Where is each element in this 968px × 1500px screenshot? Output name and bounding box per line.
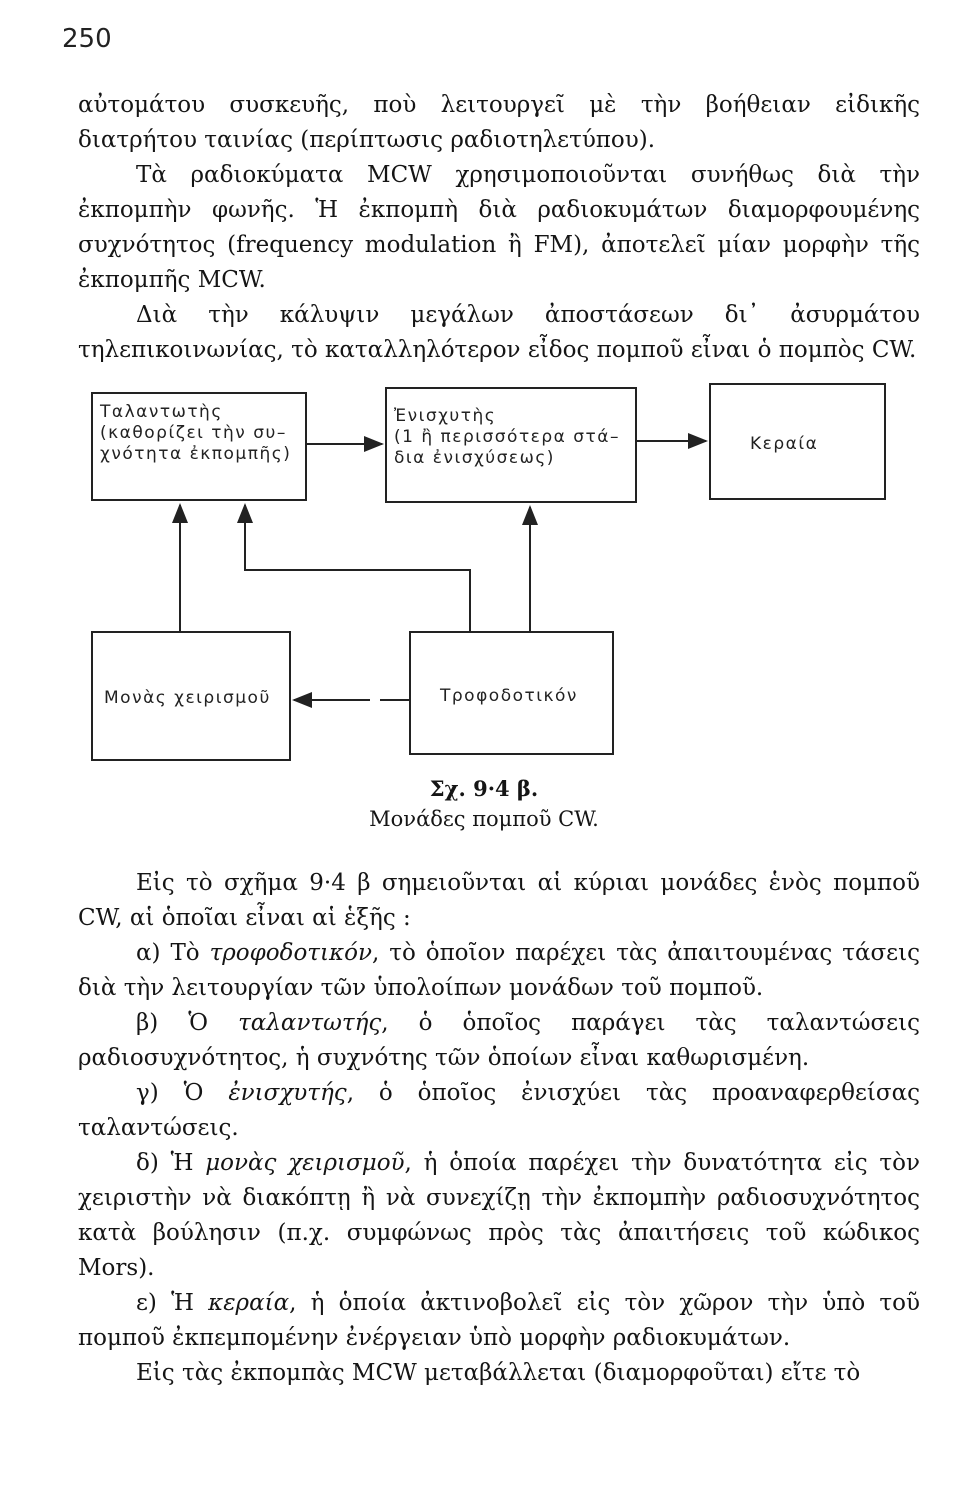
power-to-oscillator-line bbox=[245, 505, 470, 632]
intro-paragraph-2: Τὰ ραδιοκύματα MCW χρησιμοποιοῦνται συνήθως διὰ τὴν ἐκπομπὴν φωνῆς. Ἡ ἐκπομπὴ διὰ ραδιοκυμάτων διαμορφουμένης συχνότητος (frequency modulation ἢ FM), ἀποτελεῖ μίαν μορφὴν τῆς ἐκπομπῆς MCW. bbox=[78, 162, 920, 293]
oscillator-label: Ταλαντωτὴς (καθορίζει τὴν συ– χνότητα ἐκπομπῆς) bbox=[100, 402, 292, 464]
term-control-unit: μονὰς χειρισμοῦ bbox=[205, 1150, 405, 1176]
item-b: β) Ὁ ταλαντωτής, ὁ ὁποῖος παράγει τὰς ταλαντώσεις ραδιοσυχνότητος, ἡ συχνότης τῶν ὁποίων εἶναι καθωρισμένη. bbox=[78, 1010, 920, 1071]
page-number: 250 bbox=[62, 24, 112, 54]
term-amplifier: ἐνισχυτής bbox=[228, 1080, 347, 1106]
figure-caption bbox=[0, 774, 968, 834]
antenna-label: Κεραία bbox=[750, 434, 819, 454]
amplifier-label: Ἐνισχυτὴς (1 ἢ περισσότερα στά– δια ἐνισχύσεως) bbox=[394, 406, 620, 468]
intro-text bbox=[78, 88, 920, 368]
item-a: α) Τὸ τροφοδοτικόν, τὸ ὁποῖον παρέχει τὰς ἀπαιτουμένας τάσεις διὰ τὴν λειτουργίαν τῶν ὑπολοίπων μονάδων τοῦ πομποῦ. bbox=[78, 940, 920, 1001]
intro-paragraph-3: Διὰ τὴν κάλυψιν μεγάλων ἀποστάσεων δι᾽ ἀσυρμάτου τηλεπικοινωνίας, τὸ καταλληλότερον εἶδος πομποῦ εἶναι ὁ πομπὸς CW. bbox=[78, 302, 920, 363]
body-last-paragraph: Εἰς τὰς ἐκπομπὰς MCW μεταβάλλεται (διαμορφοῦται) εἴτε τὸ bbox=[136, 1360, 861, 1386]
term-antenna: κεραία bbox=[208, 1290, 290, 1316]
body-text bbox=[78, 866, 920, 1391]
figure-title: Μονάδες πομποῦ CW. bbox=[369, 807, 599, 831]
block-diagram bbox=[0, 380, 968, 780]
intro-paragraph-1: αὐτομάτου συσκευῆς, ποὺ λειτουργεῖ μὲ τὴν βοήθειαν εἰδικῆς διατρήτου ταινίας (περίπτωσις ραδιοτηλετύπου). bbox=[78, 92, 920, 153]
control-unit-label: Μονὰς χειρισμοῦ bbox=[104, 688, 271, 708]
figure-number: Σχ. 9·4 β. bbox=[429, 776, 539, 801]
item-d: δ) Ἡ μονὰς χειρισμοῦ, ἡ ὁποία παρέχει τὴν δυνατότητα εἰς τὸν χειριστὴν νὰ διακόπτῃ ἢ νὰ συνεχίζῃ τὴν ἐκπομπὴν ραδιοσυχνότητος κατὰ βούλησιν (π.χ. συμφώνως πρὸς τὰς ἀπαιτήσεις τοῦ κώδικος Mors). bbox=[78, 1150, 920, 1281]
term-oscillator: ταλαντωτής bbox=[238, 1010, 382, 1036]
term-power-supply: τροφοδοτικόν bbox=[209, 940, 372, 966]
item-e: ε) Ἡ κεραία, ἡ ὁποία ἀκτινοβολεῖ εἰς τὸν χῶρον τὴν ὑπὸ τοῦ πομποῦ ἐκπεμπομένην ἐνέργειαν ὑπὸ μορφὴν ραδιοκυμάτων. bbox=[78, 1290, 920, 1351]
power-supply-label: Τροφοδοτικόν bbox=[440, 686, 578, 706]
body-paragraph-1: Εἰς τὸ σχῆμα 9·4 β σημειοῦνται αἱ κύριαι μονάδες ἑνὸς πομποῦ CW, αἱ ὁποῖαι εἶναι αἱ ἑξῆς : bbox=[78, 870, 920, 931]
item-c: γ) Ὁ ἐνισχυτής, ὁ ὁποῖος ἐνισχύει τὰς προαναφερθείσας ταλαντώσεις. bbox=[78, 1080, 920, 1141]
